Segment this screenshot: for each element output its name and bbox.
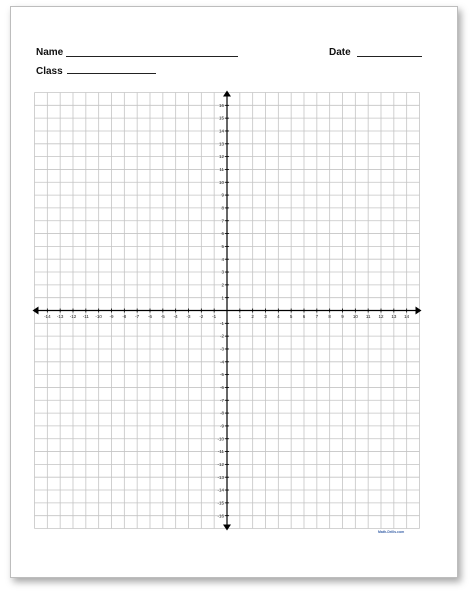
y-tick-label: -10 (217, 436, 224, 442)
x-tick-label: -7 (135, 314, 140, 319)
x-tick-label: -14 (44, 314, 51, 319)
x-tick-label: 12 (378, 314, 384, 319)
y-tick-label: -16 (217, 513, 224, 519)
x-tick-label: -1 (212, 314, 217, 319)
y-tick-label: -4 (219, 359, 224, 365)
x-tick-label: -10 (95, 314, 102, 319)
y-tick-label: -14 (217, 487, 224, 493)
y-tick-label: 11 (219, 167, 224, 173)
x-axis-right-arrow (416, 307, 422, 315)
y-tick-label: 10 (218, 179, 224, 185)
x-tick-label: 1 (238, 314, 242, 319)
x-tick-label: 14 (404, 314, 410, 319)
y-tick-label: 16 (218, 102, 224, 108)
x-tick-label: -9 (109, 314, 114, 319)
y-tick-label: -7 (219, 397, 224, 403)
y-tick-label: -6 (219, 385, 224, 391)
x-tick-label: -13 (56, 314, 64, 319)
x-tick-label: 3 (264, 314, 267, 319)
y-tick-label: -15 (217, 500, 224, 506)
y-tick-label: 7 (221, 218, 224, 224)
y-axis-top-arrow (223, 91, 231, 97)
x-tick-label: -12 (69, 314, 77, 319)
x-tick-label: 6 (302, 314, 306, 319)
y-axis-bottom-arrow (223, 525, 231, 531)
brand-logo: Math-Drills.com (378, 530, 405, 534)
x-tick-label: 13 (391, 314, 397, 319)
y-tick-label: 2 (221, 282, 224, 288)
x-tick-label: -6 (147, 314, 153, 319)
name-label: Name (36, 47, 64, 58)
y-tick-label: -9 (219, 423, 224, 429)
y-tick-label: 15 (218, 115, 224, 121)
x-tick-label: -4 (173, 314, 178, 319)
y-tick-label: 12 (218, 154, 224, 160)
x-tick-label: -11 (82, 314, 89, 319)
y-tick-label: -13 (217, 474, 224, 480)
y-tick-label: -5 (219, 372, 224, 378)
x-tick-label: 8 (328, 314, 331, 319)
y-tick-label: 6 (221, 231, 224, 237)
x-tick-label: 11 (365, 314, 371, 319)
x-tick-label: -2 (199, 314, 204, 319)
x-tick-label: -8 (122, 314, 127, 319)
y-tick-label: 5 (221, 243, 224, 249)
y-tick-label: 9 (221, 192, 224, 198)
y-tick-label: 4 (221, 256, 224, 262)
x-tick-label: 4 (277, 314, 280, 319)
y-tick-label: 1 (221, 295, 224, 301)
y-tick-label: -1 (219, 320, 224, 326)
x-tick-label: 5 (289, 314, 293, 319)
x-tick-label: -5 (160, 314, 165, 319)
date-label: Date (329, 47, 351, 58)
class-label: Class (36, 66, 63, 77)
x-tick-label: 10 (352, 314, 358, 319)
y-tick-label: 8 (221, 205, 224, 211)
x-tick-label: -3 (186, 314, 191, 319)
y-tick-label: -8 (219, 410, 224, 416)
y-tick-label: 14 (218, 128, 224, 134)
y-tick-label: -12 (217, 461, 224, 467)
y-tick-label: -3 (219, 346, 224, 352)
x-tick-label: 2 (251, 314, 254, 319)
y-tick-label: 3 (221, 269, 224, 275)
x-tick-label: 9 (341, 314, 344, 319)
y-tick-label: 13 (218, 141, 224, 147)
y-tick-label: -11 (217, 449, 224, 455)
x-axis-left-arrow (33, 307, 39, 315)
y-tick-label: -2 (219, 333, 224, 339)
x-tick-label: 7 (315, 314, 319, 319)
